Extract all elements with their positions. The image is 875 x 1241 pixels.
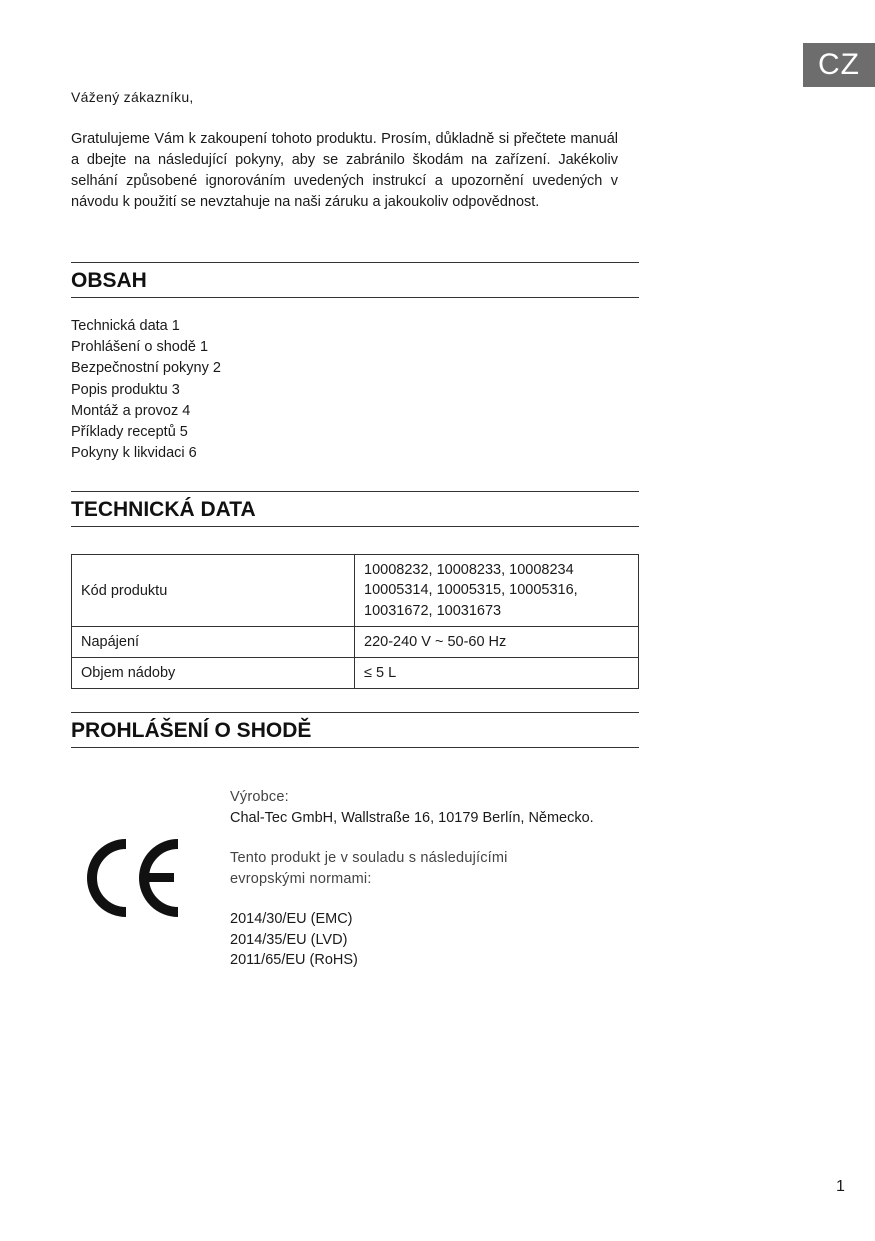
toc-item-product-description[interactable]: Popis produktu 3 [71, 381, 180, 398]
conformity-statement-line: evropskými normami: [230, 870, 372, 887]
greeting: Vážený zákazníku, [71, 89, 194, 105]
ce-mark-icon [82, 832, 182, 924]
power-value: 220-240 V ~ 50-60 Hz [355, 627, 639, 658]
page-number: 1 [836, 1178, 845, 1195]
conformity-title: PROHLÁŠENÍ O SHODĚ [71, 719, 312, 742]
toc-item-technical-data[interactable]: Technická data 1 [71, 318, 180, 334]
product-code-label: Kód produktu [72, 555, 355, 627]
table-row [72, 658, 639, 689]
toc-item-recipes[interactable]: Příklady receptů 5 [71, 424, 188, 441]
conformity-statement-line: Tento produkt je v souladu s následujícími [230, 850, 508, 866]
volume-value: ≤ 5 L [355, 658, 639, 689]
intro-paragraph: Gratulujeme Vám k zakoupení tohoto produktu. Prosím, důkladně si přečtete manuál a dbejte na následující pokyny, aby se zabránilo škodám na zařízení. Jakékoliv selhání způsobené ignorováním uvedených instrukcí a upozornění uvedených v návodu k použití se nevztahuje na naši záruku a jakoukoliv odpovědnost. [71, 131, 618, 210]
tech-data-table [71, 554, 639, 689]
product-code-line: 10005314, 10005315, 10005316, [364, 582, 578, 599]
directive-item: 2014/35/EU (LVD) [230, 931, 348, 948]
conformity-heading [71, 712, 639, 748]
product-code-value [355, 555, 639, 627]
toc-heading [71, 262, 639, 298]
product-code-line: 10008232, 10008233, 10008234 [364, 561, 574, 578]
manufacturer-label: Výrobce: [230, 789, 289, 805]
table-row [72, 555, 639, 627]
power-label: Napájení [72, 627, 355, 658]
directive-item: 2011/65/EU (RoHS) [230, 952, 358, 968]
conformity-block [230, 787, 594, 971]
manufacturer: Chal-Tec GmbH, Wallstraße 16, 10179 Berlín, Německo. [230, 809, 594, 826]
tech-data-title: TECHNICKÁ DATA [71, 498, 256, 521]
toc-item-conformity[interactable]: Prohlášení o shodě 1 [71, 339, 209, 356]
tech-data-heading [71, 491, 639, 527]
table-of-contents [71, 316, 221, 464]
directive-item: 2014/30/EU (EMC) [230, 911, 353, 927]
toc-item-disposal[interactable]: Pokyny k likvidaci 6 [71, 445, 197, 462]
toc-item-assembly[interactable]: Montáž a provoz 4 [71, 402, 191, 419]
language-tab: CZ [803, 43, 875, 87]
table-row [72, 627, 639, 658]
volume-label: Objem nádoby [72, 658, 355, 689]
toc-title: OBSAH [71, 269, 147, 292]
product-code-line: 10031672, 10031673 [364, 602, 502, 619]
toc-item-safety[interactable]: Bezpečnostní pokyny 2 [71, 360, 221, 377]
